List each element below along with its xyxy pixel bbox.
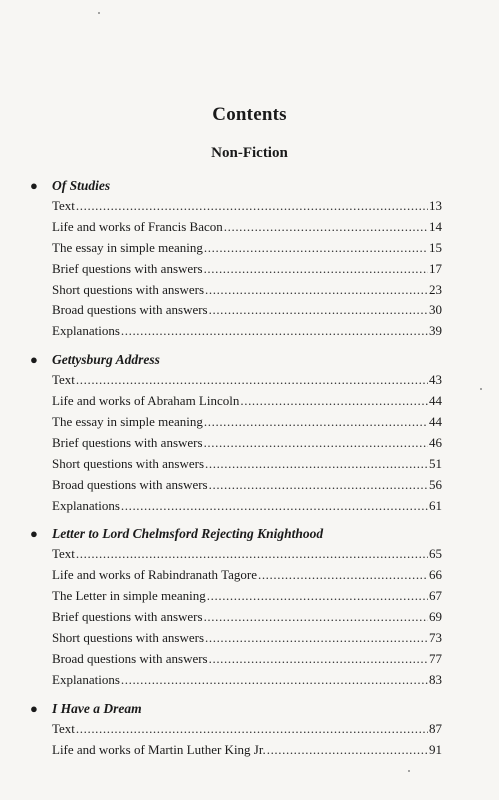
bullet-icon: ● <box>30 352 38 368</box>
entry-label: Text <box>52 546 75 562</box>
toc-section <box>30 350 442 516</box>
toc-entry <box>52 565 442 586</box>
dot-leader <box>76 370 428 391</box>
toc-entry <box>52 280 442 301</box>
section-heading <box>30 524 442 544</box>
toc-entry <box>52 238 442 259</box>
entry-page-number: 30 <box>429 302 442 318</box>
entry-page-number: 13 <box>429 198 442 213</box>
toc-entry <box>52 412 442 433</box>
page-subtitle: Non-Fiction <box>211 145 288 161</box>
toc-entry <box>52 475 442 496</box>
section-title: Gettysburg Address <box>52 352 160 368</box>
entry-label: The Letter in simple meaning <box>52 588 206 604</box>
toc-entry <box>52 300 442 321</box>
dot-leader <box>209 300 428 321</box>
toc-list <box>30 176 442 768</box>
section-heading <box>30 699 442 719</box>
entry-label: Brief questions with answers <box>52 609 203 625</box>
section-heading <box>30 176 442 196</box>
toc-entry <box>52 391 442 412</box>
scan-speck <box>480 388 482 390</box>
entry-label: Broad questions with answers <box>52 476 208 492</box>
toc-entry <box>52 740 442 761</box>
dot-leader <box>204 433 428 454</box>
dot-leader <box>207 586 428 607</box>
dot-leader <box>258 565 428 586</box>
toc-entry <box>52 196 442 217</box>
entry-page-number: 65 <box>429 546 442 562</box>
bullet-icon: ● <box>30 526 38 542</box>
entry-label: Brief questions with answers <box>52 434 203 450</box>
entry-label: Brief questions with answers <box>52 260 203 276</box>
dot-leader <box>76 544 428 565</box>
dot-leader <box>205 280 428 301</box>
entry-page-number: 44 <box>429 414 442 430</box>
entry-page-number: 61 <box>429 497 442 513</box>
dot-leader <box>205 628 428 649</box>
toc-entry <box>52 217 442 238</box>
dot-leader <box>224 217 428 238</box>
entry-page-number: 14 <box>429 218 442 234</box>
entry-page-number: 83 <box>429 671 442 687</box>
entry-label: Short questions with answers <box>52 455 205 471</box>
toc-entry <box>52 670 442 691</box>
toc-section <box>30 524 442 690</box>
entry-page-number: 15 <box>429 239 442 255</box>
entry-label: Explanations <box>52 497 120 513</box>
dot-leader <box>121 321 428 342</box>
toc-entry <box>52 544 442 565</box>
entry-label: Life and works of Francis Bacon <box>52 218 223 234</box>
entry-page-number: 23 <box>429 281 442 297</box>
entry-label: Short questions with answers <box>52 630 205 646</box>
entry-label: The essay in simple meaning <box>52 239 203 255</box>
entry-label: Short questions with answers <box>52 281 205 297</box>
entry-label: Life and works of Rabindranath Tagore <box>52 567 257 583</box>
dot-leader <box>121 670 428 691</box>
section-title: Letter to Lord Chelmsford Rejecting Knighthood <box>52 526 324 542</box>
dot-leader <box>209 475 428 496</box>
dot-leader <box>204 412 428 433</box>
entry-page-number: 56 <box>429 476 442 492</box>
entry-label: Text <box>52 372 75 388</box>
entry-page-number: 73 <box>429 630 442 646</box>
toc-entry <box>52 496 442 517</box>
entry-page-number: 87 <box>429 720 442 736</box>
dot-leader <box>121 496 428 517</box>
entry-label: Life and works of Martin Luther King Jr. <box>52 741 266 757</box>
page-title: Contents <box>212 104 287 125</box>
bullet-icon: ● <box>30 178 38 193</box>
section-title: I Have a Dream <box>52 700 142 716</box>
entry-page-number: 51 <box>429 455 442 471</box>
entry-label: Explanations <box>52 323 120 339</box>
toc-entry <box>52 628 442 649</box>
toc-section <box>30 176 442 342</box>
toc-entry <box>52 433 442 454</box>
section-heading <box>30 350 442 370</box>
toc-entry <box>52 649 442 670</box>
entry-page-number: 91 <box>429 741 442 757</box>
entry-label: Broad questions with answers <box>52 650 208 666</box>
entry-label: The essay in simple meaning <box>52 414 203 430</box>
entry-page-number: 67 <box>429 588 442 604</box>
bullet-icon: ● <box>30 700 38 716</box>
entry-label: Text <box>52 720 75 736</box>
dot-leader <box>209 649 428 670</box>
entry-page-number: 46 <box>429 434 442 450</box>
dot-leader <box>267 740 428 761</box>
section-title: Of Studies <box>52 178 111 193</box>
dot-leader <box>240 391 428 412</box>
entry-label: Life and works of Abraham Lincoln <box>52 393 240 409</box>
entry-label: Explanations <box>52 671 120 687</box>
toc-entry <box>52 607 442 628</box>
entry-label: Broad questions with answers <box>52 302 208 318</box>
entry-page-number: 69 <box>429 609 442 625</box>
entry-page-number: 17 <box>429 260 442 276</box>
dot-leader <box>76 719 428 740</box>
toc-entry <box>52 259 442 280</box>
toc-entry <box>52 321 442 342</box>
entry-page-number: 77 <box>429 650 442 666</box>
dot-leader <box>204 259 428 280</box>
toc-entry <box>52 586 442 607</box>
toc-section <box>30 699 442 761</box>
toc-entry <box>52 719 442 740</box>
toc-entry <box>52 370 442 391</box>
entry-page-number: 43 <box>429 372 442 388</box>
entry-label: Text <box>52 198 75 213</box>
entry-page-number: 44 <box>429 393 442 409</box>
scan-speck <box>408 770 410 772</box>
scan-speck <box>98 12 100 14</box>
dot-leader <box>76 196 428 217</box>
entry-page-number: 66 <box>429 567 442 583</box>
entry-page-number: 39 <box>429 323 442 339</box>
toc-entry <box>52 454 442 475</box>
dot-leader <box>204 607 428 628</box>
dot-leader <box>205 454 428 475</box>
dot-leader <box>204 238 428 259</box>
